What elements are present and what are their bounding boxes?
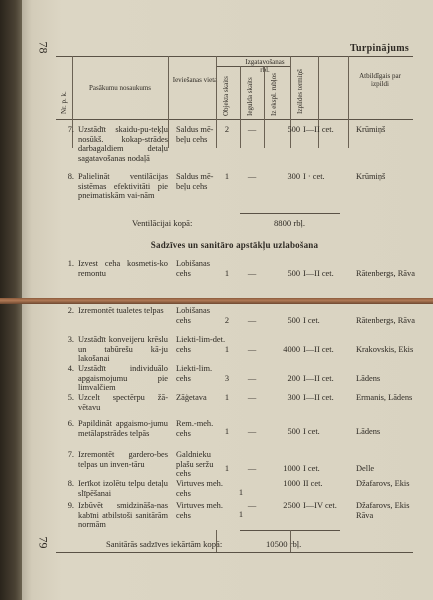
row-place: Saldus mē-beļu cehs bbox=[176, 125, 214, 144]
table-row bbox=[56, 479, 416, 501]
row-place: Saldus mē-beļu cehs bbox=[176, 172, 214, 191]
row-cost: 500 bbox=[287, 125, 300, 134]
row-obj: 1 bbox=[224, 393, 230, 402]
sanitary-total-value: 10500 rbļ. bbox=[266, 539, 302, 549]
row-place: Lobišanas cehs bbox=[176, 306, 210, 325]
row-cost: 4000 bbox=[283, 345, 300, 354]
col-divider bbox=[216, 530, 217, 552]
ventilation-total-value: 8800 rbļ. bbox=[274, 218, 306, 228]
row-name: Izvest ceha kosmetis-ko remontu bbox=[78, 259, 168, 278]
row-obj: 2 bbox=[224, 125, 230, 134]
row-term: I—II cet. bbox=[303, 125, 334, 134]
row-term: I—II cet. bbox=[303, 393, 334, 402]
row-name: Ierīkot izolētu telpu detaļu slīpēšanai bbox=[78, 479, 168, 498]
table-bottom-rule bbox=[56, 552, 413, 553]
row-number: 1. bbox=[67, 259, 74, 268]
row-cost: 500 bbox=[287, 269, 300, 278]
row-obj: 1 bbox=[224, 172, 230, 181]
row-place: Virtuves meh. cehs bbox=[176, 501, 223, 520]
ventilation-total-label: Ventilācijai kopā: bbox=[132, 218, 193, 228]
row-cost: 1000 bbox=[283, 464, 300, 473]
row-term: I—II cet. bbox=[303, 345, 334, 354]
row-place: Liekti-lim. cehs bbox=[176, 364, 213, 383]
row-inv: — bbox=[247, 269, 257, 278]
header-bottom-rule bbox=[56, 119, 413, 120]
row-number: 3. bbox=[67, 335, 74, 344]
col-term-header: Izpildes termiņš bbox=[296, 69, 304, 114]
row-resp: Krūmiņš bbox=[356, 172, 386, 181]
total-rule bbox=[240, 213, 340, 214]
row-number: 7. bbox=[67, 125, 74, 134]
row-name: Uzstādīt skaidu-pu-teķļu nosūkš. kokap-strādes darbagaldiem detaļu sagatavošanas nodaļā bbox=[78, 125, 168, 163]
row-inv: — bbox=[247, 393, 257, 402]
table-row bbox=[56, 419, 416, 451]
table-top-rule bbox=[56, 56, 413, 57]
row-cost: 300 bbox=[287, 393, 300, 402]
row-place: Rem.-meh. cehs bbox=[176, 419, 214, 438]
row-resp: Džafarovs, Ekis Rāva bbox=[356, 501, 410, 520]
row-obj: 1 bbox=[238, 510, 244, 519]
row-obj: 2 bbox=[224, 316, 230, 325]
row-place: Virtuves meh. cehs bbox=[176, 479, 223, 498]
row-resp: Ermanis, Lādens bbox=[356, 393, 413, 402]
row-resp: Rātenbergs, Rāva bbox=[356, 269, 415, 278]
table-row bbox=[56, 125, 416, 169]
col-divider bbox=[290, 530, 291, 552]
section-title: Sadzīves un sanitāro apstākļu uzlabošana bbox=[150, 240, 319, 250]
table-row bbox=[56, 364, 416, 396]
row-inv: — bbox=[247, 501, 257, 510]
row-place: Liekti-lim-det. cehs bbox=[176, 335, 226, 354]
row-cost: 500 bbox=[287, 316, 300, 325]
row-resp: Džafarovs, Ekis bbox=[356, 479, 410, 488]
row-resp: Delle bbox=[356, 464, 375, 473]
page-number-bottom: 79 bbox=[36, 536, 51, 549]
row-name: Uzcelt spectērpu žā-vētavu bbox=[78, 393, 168, 412]
row-obj: 3 bbox=[224, 374, 230, 383]
row-number: 7. bbox=[67, 450, 74, 459]
page-number-top: 78 bbox=[36, 41, 51, 54]
row-term: I—II cet. bbox=[303, 269, 334, 278]
row-resp: Lādens bbox=[356, 427, 381, 436]
row-number: 6. bbox=[67, 419, 74, 428]
row-name: Papildināt apgaismo-jumu metālapstrādes telpās bbox=[78, 419, 168, 438]
row-resp: Lādens bbox=[356, 374, 381, 383]
row-term: I—IV cet. bbox=[303, 501, 337, 510]
row-inv: — bbox=[247, 345, 257, 354]
cost-group-rule bbox=[216, 66, 290, 67]
row-obj: 1 bbox=[224, 345, 230, 354]
table-row bbox=[56, 306, 416, 336]
row-cost: 1000 bbox=[283, 479, 300, 488]
row-number: 4. bbox=[67, 364, 74, 373]
row-resp: Krakovskis, Ekis bbox=[356, 345, 414, 354]
row-inv: — bbox=[247, 374, 257, 383]
row-name: Izremontēt tualetes telpas bbox=[78, 306, 164, 315]
table-row bbox=[56, 259, 416, 293]
row-term: I cet. bbox=[303, 464, 320, 473]
row-number: 8. bbox=[67, 172, 74, 181]
row-inv: — bbox=[247, 172, 257, 181]
table-row bbox=[56, 393, 416, 419]
row-term: I—II cet. bbox=[303, 374, 334, 383]
row-cost: 2500 bbox=[283, 501, 300, 510]
row-name: Uzstādīt individuālo apgaismojumu pie limvalčiem bbox=[78, 364, 168, 393]
row-resp: Rātenbergs, Rāva bbox=[356, 316, 415, 325]
row-name: Izbūvēt smidzināša-nas kabīni atbilstoši sanitārām normām bbox=[78, 501, 168, 530]
row-number: 8. bbox=[67, 479, 74, 488]
table-row bbox=[56, 172, 416, 212]
row-obj: 1 bbox=[224, 464, 230, 473]
col-no-header: Nr. p. k. bbox=[60, 91, 68, 114]
row-name: Palielināt ventilācijas sistēmas efektivitāti pie pneimatiskām vai-nām bbox=[78, 172, 168, 201]
col-resp-header: Atbildīgais par izpildi bbox=[359, 72, 401, 89]
row-place: Zāģetava bbox=[176, 393, 207, 402]
row-obj: 1 bbox=[238, 488, 244, 497]
row-name: Izremontēt gardero-bes telpas un inven-tāru bbox=[78, 450, 168, 469]
row-inv: — bbox=[247, 125, 257, 134]
row-cost: 500 bbox=[287, 427, 300, 436]
row-resp: Krūmiņš bbox=[356, 125, 386, 134]
row-term: I · cet. bbox=[303, 172, 325, 181]
col-cost-header: Iz ekspl. rubļos bbox=[270, 73, 278, 116]
page-gutter-fold bbox=[0, 298, 433, 304]
row-term: I cet. bbox=[303, 427, 320, 436]
row-place: Galdnieku plašu seržu cehs bbox=[176, 450, 214, 479]
row-place: Lobišanas cehs bbox=[176, 259, 210, 278]
table-row bbox=[56, 501, 416, 535]
row-inv: — bbox=[247, 464, 257, 473]
sanitary-total-label: Sanitārās sadzīves iekārtām kopā: bbox=[106, 539, 223, 549]
row-name: Uzstādīt konveijeru krēslu un tabūrešu kā-ju lakošanai bbox=[78, 335, 168, 364]
row-inv: — bbox=[247, 316, 257, 325]
col-name-header: Pasākumu nosaukums bbox=[88, 84, 152, 92]
row-obj: 1 bbox=[224, 269, 230, 278]
row-number: 2. bbox=[67, 306, 74, 315]
col-inv-header: Iegulda skaits bbox=[246, 77, 254, 116]
row-number: 5. bbox=[67, 393, 74, 402]
row-number: 9. bbox=[67, 501, 74, 510]
row-obj: 1 bbox=[224, 427, 230, 436]
col-place-header: Ievieŝanas vieta bbox=[172, 76, 218, 84]
row-term: I cet. bbox=[303, 316, 320, 325]
col-obj-header: Objekta skaits bbox=[222, 76, 230, 116]
row-inv: — bbox=[247, 427, 257, 436]
row-cost: 200 bbox=[287, 374, 300, 383]
table-row bbox=[56, 450, 416, 480]
row-cost: 300 bbox=[287, 172, 300, 181]
header-title: Turpinājums bbox=[350, 43, 410, 54]
cost-group-header: Izgatavošanas rbl. bbox=[245, 58, 285, 75]
row-term: II cet. bbox=[303, 479, 323, 488]
